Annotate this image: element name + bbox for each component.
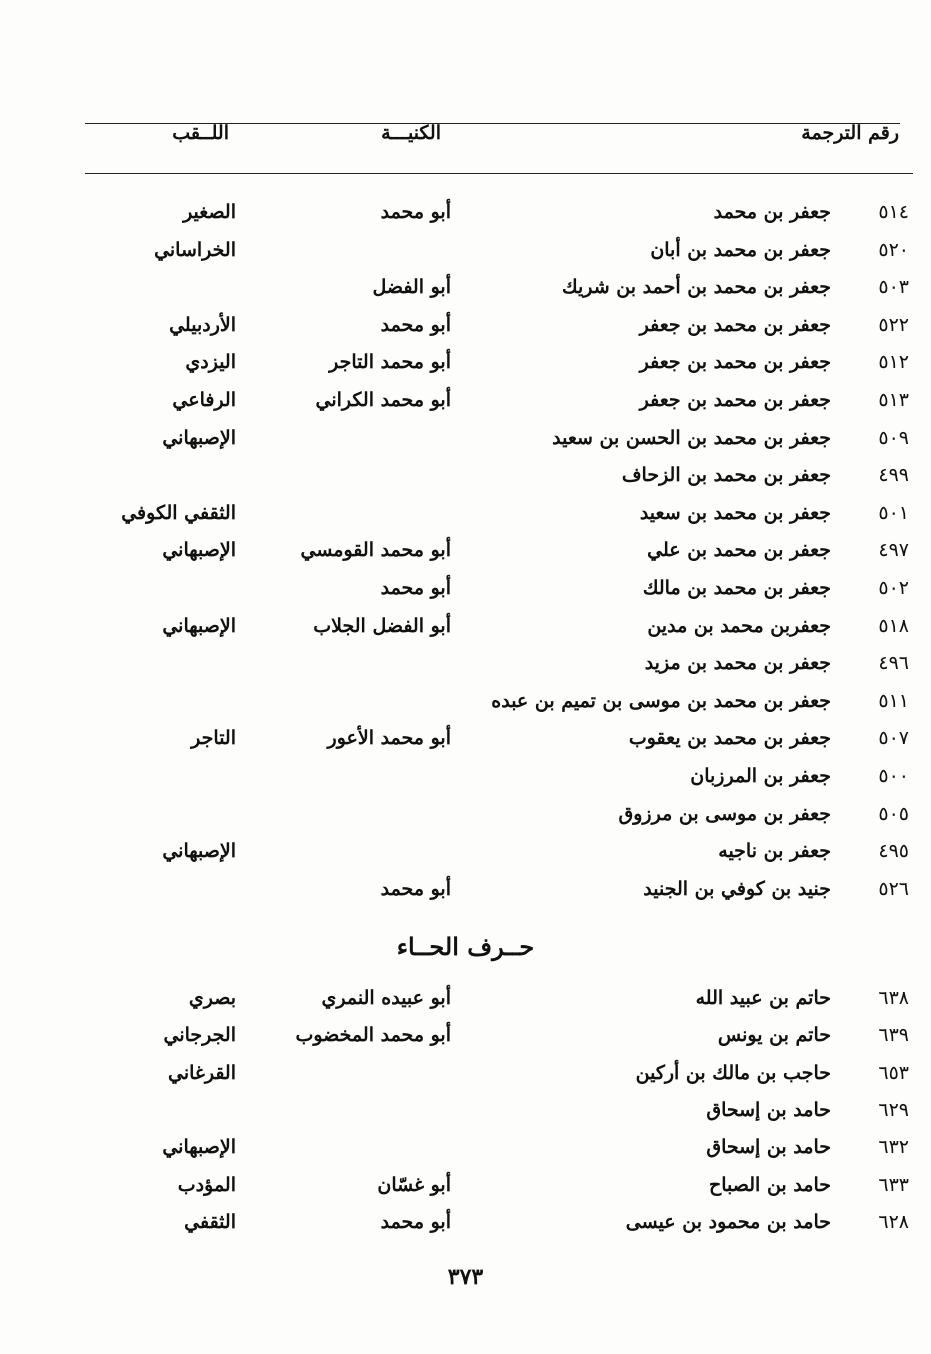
table-row — [0, 723, 931, 753]
entry-laqab: الإصبهاني — [162, 614, 236, 637]
entry-name: جعفر بن محمد بن الحسن بن سعيد — [552, 426, 831, 449]
table-row — [0, 611, 931, 641]
entry-name: جعفر بن محمد بن أبان — [650, 238, 831, 261]
entry-laqab: الأردبيلي — [169, 313, 236, 336]
entry-name: جعفربن محمد بن مدين — [647, 614, 831, 637]
entry-kunya: أبو محمد — [380, 877, 451, 900]
entry-laqab: الثقفي الكوفي — [121, 501, 236, 524]
table-row — [0, 235, 931, 265]
entry-kunya: أبو محمد — [380, 1210, 451, 1233]
table-row — [0, 310, 931, 340]
entry-number: ٦٣٩ — [878, 1024, 909, 1047]
entry-name: جعفر بن محمد بن سعيد — [639, 501, 831, 524]
entry-name: جعفر بن محمد بن مزيد — [644, 652, 831, 675]
entry-laqab: التاجر — [191, 727, 236, 750]
entry-number: ٤٩٦ — [878, 652, 909, 675]
header-laqab: اللــقب — [172, 122, 229, 144]
entry-kunya: أبو محمد الكراني — [315, 389, 451, 411]
entry-laqab: الثقفي — [184, 1210, 236, 1233]
entry-name: جعفر بن محمد بن جعفر — [639, 351, 831, 374]
header-number-name: رقم الترجمة — [801, 122, 899, 144]
entry-number: ٥١١ — [878, 689, 909, 712]
table-row — [0, 983, 931, 1013]
entry-number: ٦٥٣ — [878, 1061, 909, 1084]
entry-name: جعفر بن محمد بن مالك — [642, 577, 831, 599]
entry-number: ٦٢٩ — [878, 1098, 909, 1121]
entry-name: حامد بن إسحاق — [706, 1098, 831, 1121]
entry-kunya: أبو محمد — [380, 201, 451, 223]
table-row — [0, 460, 931, 490]
table-row — [0, 648, 931, 678]
entry-laqab: القرغاني — [167, 1061, 236, 1084]
entry-name: جنيد بن كوفي بن الجنيد — [643, 877, 831, 900]
entry-number: ٥١٤ — [878, 201, 909, 223]
entry-number: ٥٢٢ — [878, 313, 909, 336]
entry-kunya: أبو محمد — [380, 313, 451, 336]
entry-number: ٤٩٩ — [878, 464, 909, 487]
entry-laqab: اليزدي — [185, 351, 236, 374]
entry-number: ٥٠٥ — [878, 802, 909, 825]
header-kunya: الكنيـــة — [381, 122, 441, 144]
table-row — [0, 1020, 931, 1050]
entry-name: حاتم بن يونس — [717, 1024, 831, 1047]
entry-laqab: الجرجاني — [163, 1024, 236, 1047]
entry-name: جعفر بن ناجيه — [718, 840, 831, 863]
table-row — [0, 1170, 931, 1200]
entry-name: جعفر بن محمد بن جعفر — [639, 389, 831, 411]
entry-number: ٦٣٢ — [878, 1136, 909, 1159]
entry-number: ٥٢٠ — [878, 238, 909, 261]
entry-laqab: الإصبهاني — [162, 426, 236, 449]
entry-laqab: الإصبهاني — [162, 1136, 236, 1159]
entry-number: ٥٠٩ — [878, 426, 909, 449]
entry-laqab: المؤدب — [177, 1173, 236, 1196]
entry-number: ٥١٢ — [878, 351, 909, 374]
table-row — [0, 385, 931, 415]
entry-name: جعفر بن محمد بن موسى بن تميم بن عبده — [491, 689, 831, 712]
entry-name: جعفر بن موسى بن مرزوق — [618, 802, 831, 825]
entry-kunya: أبو الفضل الجلاب — [313, 614, 451, 637]
entry-kunya: أبو محمد المخضوب — [295, 1024, 451, 1047]
table-row — [0, 761, 931, 791]
table-row — [0, 573, 931, 603]
entry-number: ٥٠١ — [878, 501, 909, 524]
page-number: ٣٧٣ — [447, 1264, 484, 1290]
entry-name: جعفر بن محمد بن جعفر — [639, 313, 831, 336]
entry-kunya: أبو محمد — [380, 577, 451, 599]
entry-laqab: بصري — [188, 987, 236, 1009]
entry-name: حامد بن محمود بن عيسى — [625, 1210, 831, 1233]
entry-name: جعفر بن محمد بن الزحاف — [621, 464, 831, 487]
entry-number: ٦٣٣ — [878, 1173, 909, 1196]
entry-number: ٥٠٣ — [878, 276, 909, 299]
table-row — [0, 423, 931, 453]
section-title: حــرف الحــاء — [396, 932, 535, 961]
table-row — [0, 498, 931, 528]
table-row — [0, 347, 931, 377]
table-row — [0, 874, 931, 904]
entry-laqab: الرفاعي — [172, 389, 236, 411]
table-row — [0, 799, 931, 829]
entry-name: جعفر بن المرزبان — [690, 765, 831, 787]
entry-number: ٤٩٥ — [878, 840, 909, 863]
entry-number: ٥٠٢ — [878, 577, 909, 599]
entry-name: جعفر بن محمد بن علي — [647, 539, 831, 562]
entry-number: ٦٣٨ — [878, 987, 909, 1009]
entry-name: جعفر بن محمد — [713, 201, 831, 223]
entry-number: ٥١٣ — [878, 389, 909, 411]
table-row — [0, 1058, 931, 1088]
header-bottom-rule — [85, 173, 913, 174]
entry-number: ٥٠٠ — [878, 765, 909, 787]
entry-kunya: أبو محمد القومسي — [300, 539, 451, 562]
entry-name: حامد بن الصباح — [709, 1173, 831, 1196]
entry-laqab: الإصبهاني — [162, 539, 236, 562]
entry-name: حاجب بن مالك بن أركين — [635, 1061, 831, 1084]
entry-number: ٦٢٨ — [878, 1210, 909, 1233]
entry-laqab: الصغير — [183, 201, 236, 223]
entry-name: جعفر بن محمد بن يعقوب — [628, 727, 831, 750]
entry-kunya: أبو محمد الأعور — [327, 727, 451, 750]
table-row — [0, 1207, 931, 1237]
entry-laqab: الإصبهاني — [162, 840, 236, 863]
entry-number: ٥٠٧ — [878, 727, 909, 750]
table-row — [0, 197, 931, 227]
entry-number: ٥٢٦ — [878, 877, 909, 900]
entry-name: حاتم بن عبيد الله — [695, 987, 831, 1009]
entry-name: حامد بن إسحاق — [706, 1136, 831, 1159]
table-row — [0, 1095, 931, 1125]
table-row — [0, 836, 931, 866]
entry-number: ٥١٨ — [878, 614, 909, 637]
table-row — [0, 535, 931, 565]
entry-number: ٤٩٧ — [878, 539, 909, 562]
entry-kunya: أبو الفضل — [372, 276, 451, 299]
table-row — [0, 1132, 931, 1162]
entry-laqab: الخراساني — [154, 238, 236, 261]
table-row — [0, 686, 931, 716]
entry-kunya: أبو محمد التاجر — [329, 351, 451, 374]
table-row — [0, 272, 931, 302]
entry-name: جعفر بن محمد بن أحمد بن شريك — [561, 276, 831, 299]
entry-kunya: أبو غسّان — [377, 1173, 451, 1196]
entry-kunya: أبو عبيده النمري — [321, 987, 451, 1009]
